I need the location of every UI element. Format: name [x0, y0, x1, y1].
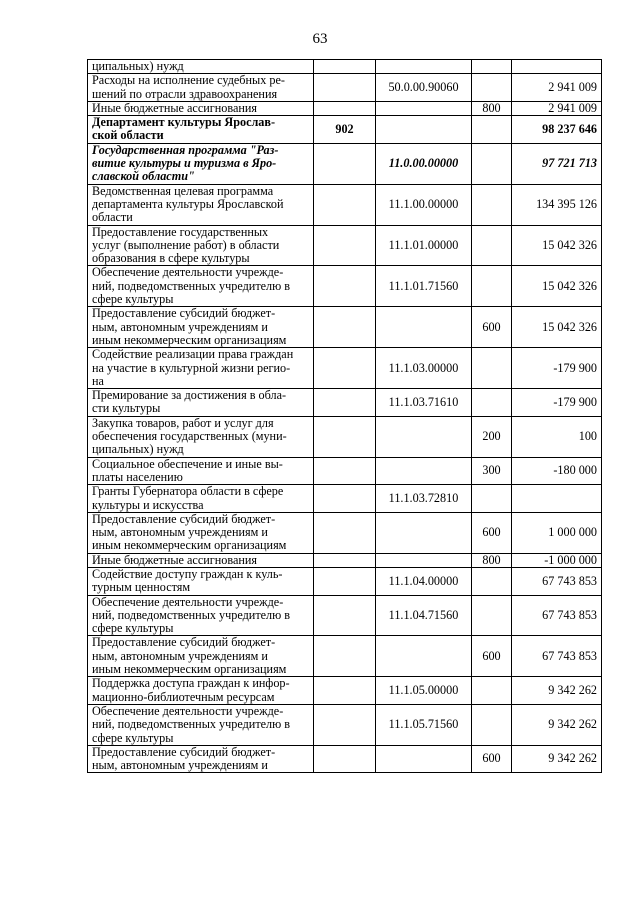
- item-name-cell: Иные бюджетные ассигнования: [88, 553, 314, 567]
- amount-cell: 9 342 262: [512, 677, 602, 705]
- target-article-cell: 11.1.04.00000: [376, 567, 472, 595]
- expense-type-cell: 800: [472, 101, 512, 115]
- item-name-cell: Иные бюджетные ассигнования: [88, 101, 314, 115]
- item-name-cell: Ведомственная целевая программа департамента культуры Ярославской области: [88, 184, 314, 225]
- item-name-cell: Премирование за достижения в обла- сти культуры: [88, 389, 314, 417]
- item-name-cell: Предоставление субсидий бюджет- ным, автономным учреждениям и иным некоммерческим организациям: [88, 636, 314, 677]
- amount-cell: 9 342 262: [512, 704, 602, 745]
- target-article-cell: 11.1.04.71560: [376, 595, 472, 636]
- department-code-cell: [314, 745, 376, 773]
- amount-cell: 67 743 853: [512, 567, 602, 595]
- expense-type-cell: 200: [472, 416, 512, 457]
- table-row: [88, 636, 602, 677]
- amount-cell: 67 743 853: [512, 636, 602, 677]
- target-article-cell: [376, 512, 472, 553]
- amount-cell: -179 900: [512, 389, 602, 417]
- table-row: [88, 457, 602, 485]
- amount-cell: 100: [512, 416, 602, 457]
- department-code-cell: [314, 60, 376, 74]
- target-article-cell: [376, 101, 472, 115]
- expense-type-cell: [472, 595, 512, 636]
- expense-type-cell: [472, 74, 512, 102]
- department-code-cell: [314, 348, 376, 389]
- department-code-cell: [314, 485, 376, 513]
- table-row: [88, 143, 602, 184]
- target-article-cell: 11.1.03.00000: [376, 348, 472, 389]
- table-row: [88, 116, 602, 144]
- table-row: [88, 595, 602, 636]
- table-row: [88, 101, 602, 115]
- item-name-cell: Содействие доступу граждан к куль- турным ценностям: [88, 567, 314, 595]
- department-code-cell: [314, 389, 376, 417]
- department-code-cell: [314, 184, 376, 225]
- target-article-cell: [376, 416, 472, 457]
- amount-cell: 98 237 646: [512, 116, 602, 144]
- item-name-cell: Предоставление субсидий бюджет- ным, автономным учреждениям и иным некоммерческим организациям: [88, 307, 314, 348]
- item-name-cell: Предоставление субсидий бюджет- ным, автономным учреждениям и иным некоммерческим организациям: [88, 512, 314, 553]
- item-name-cell: Гранты Губернатора области в сфере культуры и искусства: [88, 485, 314, 513]
- department-code-cell: [314, 143, 376, 184]
- target-article-cell: [376, 457, 472, 485]
- item-name-cell: Обеспечение деятельности учрежде- ний, подведомственных учредителю в сфере культуры: [88, 704, 314, 745]
- amount-cell: -179 900: [512, 348, 602, 389]
- target-article-cell: 50.0.00.90060: [376, 74, 472, 102]
- table-row: [88, 745, 602, 773]
- target-article-cell: [376, 636, 472, 677]
- target-article-cell: 11.1.01.71560: [376, 266, 472, 307]
- department-code-cell: [314, 595, 376, 636]
- target-article-cell: [376, 745, 472, 773]
- department-code-cell: [314, 553, 376, 567]
- item-name-cell: Содействие реализации права граждан на участие в культурной жизни регио- на: [88, 348, 314, 389]
- table-row: [88, 348, 602, 389]
- expense-type-cell: 600: [472, 512, 512, 553]
- target-article-cell: 11.1.03.72810: [376, 485, 472, 513]
- target-article-cell: [376, 116, 472, 144]
- department-code-cell: [314, 74, 376, 102]
- amount-cell: 15 042 326: [512, 225, 602, 266]
- amount-cell: 15 042 326: [512, 266, 602, 307]
- department-code-cell: [314, 704, 376, 745]
- department-code-cell: [314, 307, 376, 348]
- expense-type-cell: 600: [472, 636, 512, 677]
- expense-type-cell: [472, 485, 512, 513]
- expense-type-cell: [472, 677, 512, 705]
- amount-cell: 1 000 000: [512, 512, 602, 553]
- expense-type-cell: [472, 225, 512, 266]
- table-row: [88, 60, 602, 74]
- department-code-cell: [314, 266, 376, 307]
- department-code-cell: [314, 636, 376, 677]
- item-name-cell: Департамент культуры Ярослав- ской области: [88, 116, 314, 144]
- table-row: [88, 553, 602, 567]
- department-code-cell: [314, 512, 376, 553]
- amount-cell: 9 342 262: [512, 745, 602, 773]
- expense-type-cell: [472, 348, 512, 389]
- department-code-cell: 902: [314, 116, 376, 144]
- expense-type-cell: [472, 389, 512, 417]
- table-row: [88, 677, 602, 705]
- expense-type-cell: 300: [472, 457, 512, 485]
- amount-cell: -1 000 000: [512, 553, 602, 567]
- amount-cell: [512, 485, 602, 513]
- target-article-cell: 11.1.00.00000: [376, 184, 472, 225]
- target-article-cell: 11.1.05.00000: [376, 677, 472, 705]
- item-name-cell: Поддержка доступа граждан к инфор- мационно-библиотечным ресурсам: [88, 677, 314, 705]
- table-row: [88, 307, 602, 348]
- amount-cell: 2 941 009: [512, 74, 602, 102]
- item-name-cell: Закупка товаров, работ и услуг для обеспечения государственных (муни- ципальных) нужд: [88, 416, 314, 457]
- expense-type-cell: [472, 704, 512, 745]
- budget-table-body: [88, 60, 602, 773]
- item-name-cell: Предоставление субсидий бюджет- ным, автономным учреждениям и: [88, 745, 314, 773]
- table-row: [88, 266, 602, 307]
- amount-cell: 15 042 326: [512, 307, 602, 348]
- department-code-cell: [314, 457, 376, 485]
- item-name-cell: Обеспечение деятельности учрежде- ний, подведомственных учредителю в сфере культуры: [88, 266, 314, 307]
- expense-type-cell: [472, 116, 512, 144]
- target-article-cell: [376, 60, 472, 74]
- department-code-cell: [314, 677, 376, 705]
- department-code-cell: [314, 225, 376, 266]
- department-code-cell: [314, 416, 376, 457]
- expense-type-cell: [472, 266, 512, 307]
- department-code-cell: [314, 567, 376, 595]
- target-article-cell: [376, 307, 472, 348]
- item-name-cell: Обеспечение деятельности учрежде- ний, подведомственных учредителю в сфере культуры: [88, 595, 314, 636]
- item-name-cell: ципальных) нужд: [88, 60, 314, 74]
- table-row: [88, 567, 602, 595]
- table-row: [88, 74, 602, 102]
- amount-cell: 134 395 126: [512, 184, 602, 225]
- table-row: [88, 389, 602, 417]
- item-name-cell: Предоставление государственных услуг (выполнение работ) в области образования в сфере культуры: [88, 225, 314, 266]
- table-row: [88, 704, 602, 745]
- department-code-cell: [314, 101, 376, 115]
- table-row: [88, 512, 602, 553]
- amount-cell: [512, 60, 602, 74]
- expense-type-cell: 800: [472, 553, 512, 567]
- amount-cell: -180 000: [512, 457, 602, 485]
- target-article-cell: 11.0.00.00000: [376, 143, 472, 184]
- expense-type-cell: [472, 143, 512, 184]
- target-article-cell: 11.1.03.71610: [376, 389, 472, 417]
- page-number: 63: [312, 31, 328, 47]
- budget-table: [87, 59, 602, 773]
- expense-type-cell: 600: [472, 307, 512, 348]
- expense-type-cell: 600: [472, 745, 512, 773]
- amount-cell: 2 941 009: [512, 101, 602, 115]
- amount-cell: 67 743 853: [512, 595, 602, 636]
- target-article-cell: [376, 553, 472, 567]
- item-name-cell: Расходы на исполнение судебных ре- шений по отрасли здравоохранения: [88, 74, 314, 102]
- amount-cell: 97 721 713: [512, 143, 602, 184]
- expense-type-cell: [472, 60, 512, 74]
- table-row: [88, 485, 602, 513]
- table-row: [88, 184, 602, 225]
- expense-type-cell: [472, 184, 512, 225]
- item-name-cell: Государственная программа "Раз- витие культуры и туризма в Яро- славской области": [88, 143, 314, 184]
- target-article-cell: 11.1.05.71560: [376, 704, 472, 745]
- expense-type-cell: [472, 567, 512, 595]
- table-row: [88, 416, 602, 457]
- item-name-cell: Социальное обеспечение и иные вы- платы населению: [88, 457, 314, 485]
- table-row: [88, 225, 602, 266]
- target-article-cell: 11.1.01.00000: [376, 225, 472, 266]
